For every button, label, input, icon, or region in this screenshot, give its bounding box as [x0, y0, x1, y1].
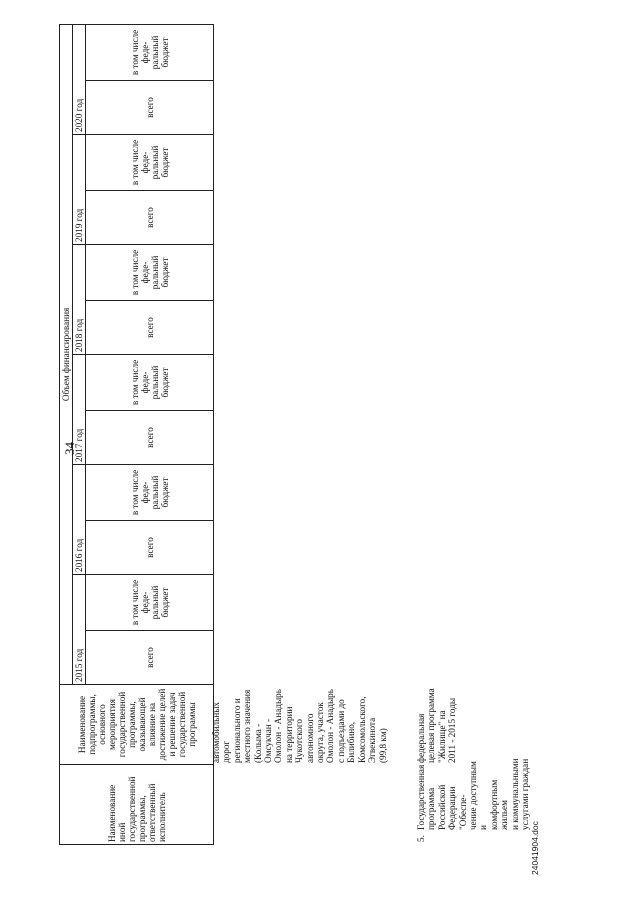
sub-header-federal-2019: в том числе феде-ральный бюджет — [86, 135, 214, 191]
sub-header-total-2015: всего — [86, 631, 214, 685]
sub-header-total-2020: всего — [86, 81, 214, 135]
sub-header-federal-2016: в том числе феде-ральный бюджет — [86, 465, 214, 521]
col-header-other-program: Наименование иной государственной программы, ответственный исполнитель — [60, 765, 214, 845]
year-header-2019: 2019 год — [73, 135, 86, 245]
row5-subprogram-name: федеральная целевая программа "Жилище" на 2011 - 2015 годы — [416, 688, 458, 763]
sub-header-federal-2020: в том числе феде-ральный бюджет — [86, 24, 214, 80]
sub-header-federal-2015: в том числе феде-ральный бюджет — [86, 575, 214, 631]
row-number: 5. — [416, 835, 426, 842]
year-header-2018: 2018 год — [73, 245, 86, 355]
sub-header-total-2019: всего — [86, 191, 214, 245]
year-header-2020: 2020 год — [73, 24, 86, 134]
sub-header-total-2016: всего — [86, 521, 214, 575]
sub-header-federal-2017: в том числе феде-ральный бюджет — [86, 355, 214, 411]
footer-file-name: 24041904.doc — [530, 821, 540, 875]
row5-program-name: Государственная программа Российской Федерации "Обеспе- чение доступным и комфортным жильем и коммунальными услугами граждан — [416, 758, 531, 830]
year-header-2017: 2017 год — [73, 355, 86, 465]
year-header-2015: 2015 год — [73, 575, 86, 685]
sub-header-total-2018: всего — [86, 301, 214, 355]
col-header-funding: Объем финансирования — [60, 24, 73, 684]
funding-table-header — [59, 24, 214, 845]
col-header-subprogram: Наименование подпрограммы, основного мероприятия государственной программы, оказывающей влияние на достижение целей и решение задач государственной программы — [60, 685, 214, 765]
sub-header-federal-2018: в том числе феде-ральный бюджет — [86, 245, 214, 301]
page-number-text: 34 — [62, 442, 77, 455]
rotated-document-page — [59, 25, 559, 875]
year-header-2016: 2016 год — [73, 465, 86, 575]
sub-header-total-2017: всего — [86, 411, 214, 465]
continuation-subprogram-text: автомобильных дорог регионального и местного значения (Колыма - Омсукчан - Омолон - Анадырь на территории Чукотского автономного округа, участок Омолон - Анадырь с подъездами до Билибино, Комсомольского, Эгвекинота (99,8 км) — [211, 689, 388, 763]
